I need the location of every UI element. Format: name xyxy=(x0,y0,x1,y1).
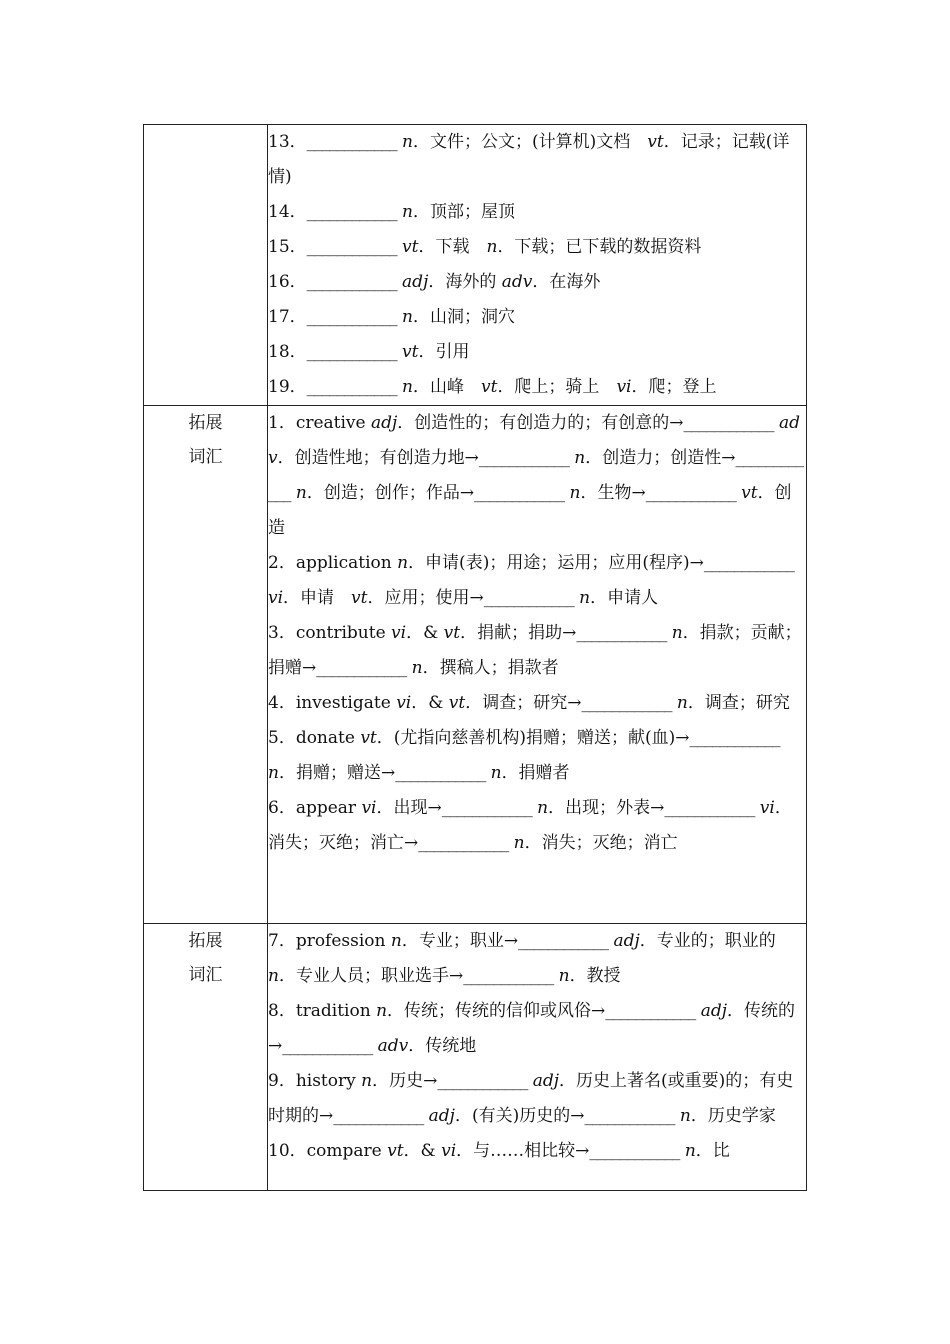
entry-text: 6．appear xyxy=(268,798,362,818)
part-of-speech: adv xyxy=(377,1036,409,1056)
part-of-speech: vt xyxy=(387,1141,404,1161)
entry-text: ．出现→ xyxy=(376,798,442,818)
answer-blank: ____________ xyxy=(474,483,565,503)
answer-blank: ____________ xyxy=(437,1071,528,1091)
vocab-entry xyxy=(268,195,806,230)
entry-text: 14． xyxy=(268,202,307,222)
answer-blank: ____________ xyxy=(306,132,397,152)
part-of-speech: vt xyxy=(443,623,461,643)
section-label-line: 词汇 xyxy=(188,965,223,985)
vocab-entry xyxy=(268,300,806,335)
entry-text: 18． xyxy=(268,342,307,362)
answer-blank: ____________ xyxy=(282,1036,373,1056)
entry-text: ．爬；登上 xyxy=(631,377,717,397)
entry-text: 17． xyxy=(268,307,307,327)
part-of-speech: vi xyxy=(759,798,775,818)
entry-text: ．消失；灭绝；消亡→ xyxy=(268,798,792,853)
part-of-speech: n xyxy=(684,1141,696,1161)
entry-text: ．撰稿人；捐款者 xyxy=(422,658,559,678)
entry-text: ．申请人 xyxy=(590,588,659,608)
answer-blank: ____________ xyxy=(683,413,774,433)
section-label-line: 词汇 xyxy=(188,447,223,467)
vocab-entry xyxy=(268,791,806,861)
part-of-speech: n xyxy=(569,483,581,503)
part-of-speech: n xyxy=(574,448,586,468)
entry-text: 3．contribute xyxy=(268,623,392,643)
entry-text: ．捐赠者 xyxy=(501,763,570,783)
entry-text: 10．compare xyxy=(268,1141,388,1161)
part-of-speech: vi xyxy=(441,1141,457,1161)
part-of-speech: vi xyxy=(396,693,412,713)
vocab-entry xyxy=(268,616,806,686)
answer-blank: ____________ xyxy=(605,1001,696,1021)
entry-text: ．记录；记载(详情) xyxy=(268,132,790,187)
answer-blank: ____________ xyxy=(463,966,554,986)
entry-text: ．山洞；洞穴 xyxy=(413,307,515,327)
entry-text: ．历史上著名(或重要)的；有史时期的→ xyxy=(268,1071,794,1126)
part-of-speech: n xyxy=(402,202,413,222)
part-of-speech: vt xyxy=(741,483,758,503)
vocab-entry xyxy=(268,1064,806,1134)
entry-text: ．顶部；屋顶 xyxy=(413,202,515,222)
part-of-speech: vt xyxy=(351,588,368,608)
section-label-line: 拓展 xyxy=(188,413,223,433)
entry-text: ．下载 xyxy=(418,237,487,257)
part-of-speech: adj xyxy=(532,1071,560,1091)
entry-text: ．(尤指向慈善机构)捐赠；赠送；献(血)→ xyxy=(376,728,690,748)
part-of-speech: vi xyxy=(391,623,407,643)
part-of-speech: n xyxy=(402,132,413,152)
entry-text: ．捐赠；赠送→ xyxy=(278,763,396,783)
entry-text: ．与……相比较→ xyxy=(456,1141,590,1161)
entry-text: 4．investigate xyxy=(268,693,397,713)
answer-blank: ____________ xyxy=(581,693,672,713)
entry-text: ．比 xyxy=(695,1141,730,1161)
vocab-entry xyxy=(268,1134,806,1169)
entry-text: ．山峰 xyxy=(413,377,481,397)
answer-blank: ____________ xyxy=(333,1106,424,1126)
entry-text: ．历史学家 xyxy=(690,1106,776,1126)
part-of-speech: n xyxy=(268,763,279,783)
section-label-line: 拓展 xyxy=(188,931,223,951)
part-of-speech: n xyxy=(397,553,409,573)
entry-text: 8．tradition xyxy=(268,1001,377,1021)
answer-blank: ____________ xyxy=(478,448,569,468)
part-of-speech: n xyxy=(295,483,307,503)
part-of-speech: n xyxy=(486,237,498,257)
answer-blank: ____________ xyxy=(306,307,397,327)
answer-blank: ____________ xyxy=(306,377,397,397)
answer-blank: ____________ xyxy=(418,833,509,853)
vocab-entry xyxy=(268,924,806,994)
answer-blank: ____________ xyxy=(664,798,755,818)
section-label xyxy=(144,125,268,406)
entry-text: ．(有关)历史的→ xyxy=(454,1106,585,1126)
part-of-speech: vt xyxy=(360,728,377,748)
answer-blank: ____________ xyxy=(576,623,667,643)
entry-text: 16． xyxy=(268,272,307,292)
vocab-entry xyxy=(268,994,806,1064)
entry-text: 19． xyxy=(268,377,307,397)
entry-text: ．& xyxy=(403,1141,442,1161)
part-of-speech: n xyxy=(679,1106,691,1126)
part-of-speech: adv xyxy=(268,413,800,468)
part-of-speech: n xyxy=(676,693,688,713)
entry-text: 7．profession xyxy=(268,931,391,951)
vocab-entry xyxy=(268,406,806,546)
vocab-entry xyxy=(268,230,806,265)
vocab-entry xyxy=(268,686,806,721)
vocab-entry xyxy=(268,125,806,195)
entry-text: ．创造 xyxy=(268,483,792,538)
answer-blank: ____________ xyxy=(268,448,803,503)
entry-text: ．传统地 xyxy=(408,1036,477,1056)
answer-blank: ____________ xyxy=(316,658,407,678)
entry-text: 9．history xyxy=(268,1071,362,1091)
entry-text: ．专业；职业→ xyxy=(401,931,519,951)
part-of-speech: n xyxy=(268,966,279,986)
part-of-speech: n xyxy=(390,931,402,951)
answer-blank: ____________ xyxy=(589,1141,680,1161)
entry-text: ．创造性的；有创造力的；有创意的→ xyxy=(397,413,684,433)
part-of-speech: adv xyxy=(501,272,533,292)
entry-text: ．申请(表)；用途；运用；应用(程序)→ xyxy=(408,553,704,573)
entry-text: ．应用；使用→ xyxy=(367,588,484,608)
section-row xyxy=(144,924,807,1191)
vocabulary-table-body xyxy=(144,125,807,1191)
part-of-speech: adj xyxy=(613,931,640,951)
entry-text: ．传统；传统的信仰或风俗→ xyxy=(387,1001,606,1021)
entry-text: ．调查；研究 xyxy=(687,693,790,713)
part-of-speech: vi xyxy=(268,588,284,608)
entry-text: ．& xyxy=(406,623,444,643)
entry-text: ．下载；已下载的数据资料 xyxy=(497,237,702,257)
entry-text: 2．application xyxy=(268,553,398,573)
answer-blank: ____________ xyxy=(689,728,780,748)
part-of-speech: n xyxy=(513,833,525,853)
part-of-speech: vt xyxy=(481,377,498,397)
part-of-speech: n xyxy=(490,763,502,783)
vocab-entry xyxy=(268,335,806,370)
part-of-speech: n xyxy=(402,377,413,397)
entry-text: ．& xyxy=(411,693,449,713)
answer-blank: ____________ xyxy=(306,202,397,222)
answer-blank: ____________ xyxy=(518,931,609,951)
entry-text: 15． xyxy=(268,237,307,257)
entry-text: 1．creative xyxy=(268,413,371,433)
part-of-speech: vt xyxy=(402,237,419,257)
part-of-speech: adj xyxy=(428,1106,455,1126)
answer-blank: ____________ xyxy=(306,342,397,362)
vocab-entry xyxy=(268,546,806,616)
part-of-speech: vt xyxy=(647,132,664,152)
answer-blank: ____________ xyxy=(441,798,532,818)
entry-text: ．引用 xyxy=(418,342,470,362)
answer-blank: ____________ xyxy=(645,483,736,503)
entry-text: ．申请 xyxy=(283,588,352,608)
entry-text: ．创造性地；有创造力地→ xyxy=(277,448,479,468)
section-row xyxy=(144,125,807,406)
entry-text: ．出现；外表→ xyxy=(548,798,665,818)
part-of-speech: n xyxy=(537,798,549,818)
part-of-speech: n xyxy=(376,1001,388,1021)
section-content xyxy=(268,924,807,1191)
entry-text: ．专业人员；职业选手→ xyxy=(278,966,464,986)
vocab-entry xyxy=(268,370,806,405)
part-of-speech: n xyxy=(411,658,423,678)
entry-text: ．创造；创作；作品→ xyxy=(306,483,475,503)
entry-text: ．专业的；职业的 xyxy=(639,931,793,951)
part-of-speech: n xyxy=(361,1071,373,1091)
entry-text: ．捐款；贡献；捐赠→ xyxy=(268,623,802,678)
part-of-speech: adj xyxy=(700,1001,727,1021)
vocab-entry xyxy=(268,721,806,791)
section-label xyxy=(144,924,268,1191)
part-of-speech: n xyxy=(402,307,413,327)
entry-text: ．传统的→ xyxy=(268,1001,795,1056)
part-of-speech: vi xyxy=(616,377,632,397)
section-content xyxy=(268,406,807,924)
entry-text: ．历史→ xyxy=(372,1071,438,1091)
entry-text: ．捐献；捐助→ xyxy=(460,623,577,643)
entry-text: ．创造力；创造性→ xyxy=(585,448,736,468)
vocabulary-table xyxy=(143,124,807,1191)
answer-blank: ____________ xyxy=(584,1106,675,1126)
section-row xyxy=(144,406,807,924)
entry-text: 5．donate xyxy=(268,728,361,748)
part-of-speech: vt xyxy=(448,693,466,713)
section-label xyxy=(144,406,268,924)
answer-blank: ____________ xyxy=(483,588,574,608)
entry-text: ．生物→ xyxy=(580,483,646,503)
answer-blank: ____________ xyxy=(395,763,486,783)
part-of-speech: n xyxy=(671,623,683,643)
entry-text: 13． xyxy=(268,132,307,152)
part-of-speech: n xyxy=(558,966,570,986)
part-of-speech: vt xyxy=(402,342,419,362)
part-of-speech: n xyxy=(579,588,591,608)
entry-text: ．文件；公文；(计算机)文档 xyxy=(413,132,648,152)
entry-text: ．爬上；骑上 xyxy=(497,377,617,397)
entry-text: ．海外的 xyxy=(428,272,502,292)
part-of-speech: vi xyxy=(361,798,377,818)
section-content xyxy=(268,125,807,406)
entry-text: ．教授 xyxy=(569,966,621,986)
entry-text: ．在海外 xyxy=(532,272,601,292)
answer-blank: ____________ xyxy=(306,272,397,292)
answer-blank: ____________ xyxy=(306,237,397,257)
part-of-speech: adj xyxy=(402,272,429,292)
vocab-entry xyxy=(268,265,806,300)
entry-text: ．消失；灭绝；消亡 xyxy=(524,833,678,853)
answer-blank: ____________ xyxy=(703,553,794,573)
part-of-speech: adj xyxy=(371,413,398,433)
entry-text: ．调查；研究→ xyxy=(465,693,582,713)
